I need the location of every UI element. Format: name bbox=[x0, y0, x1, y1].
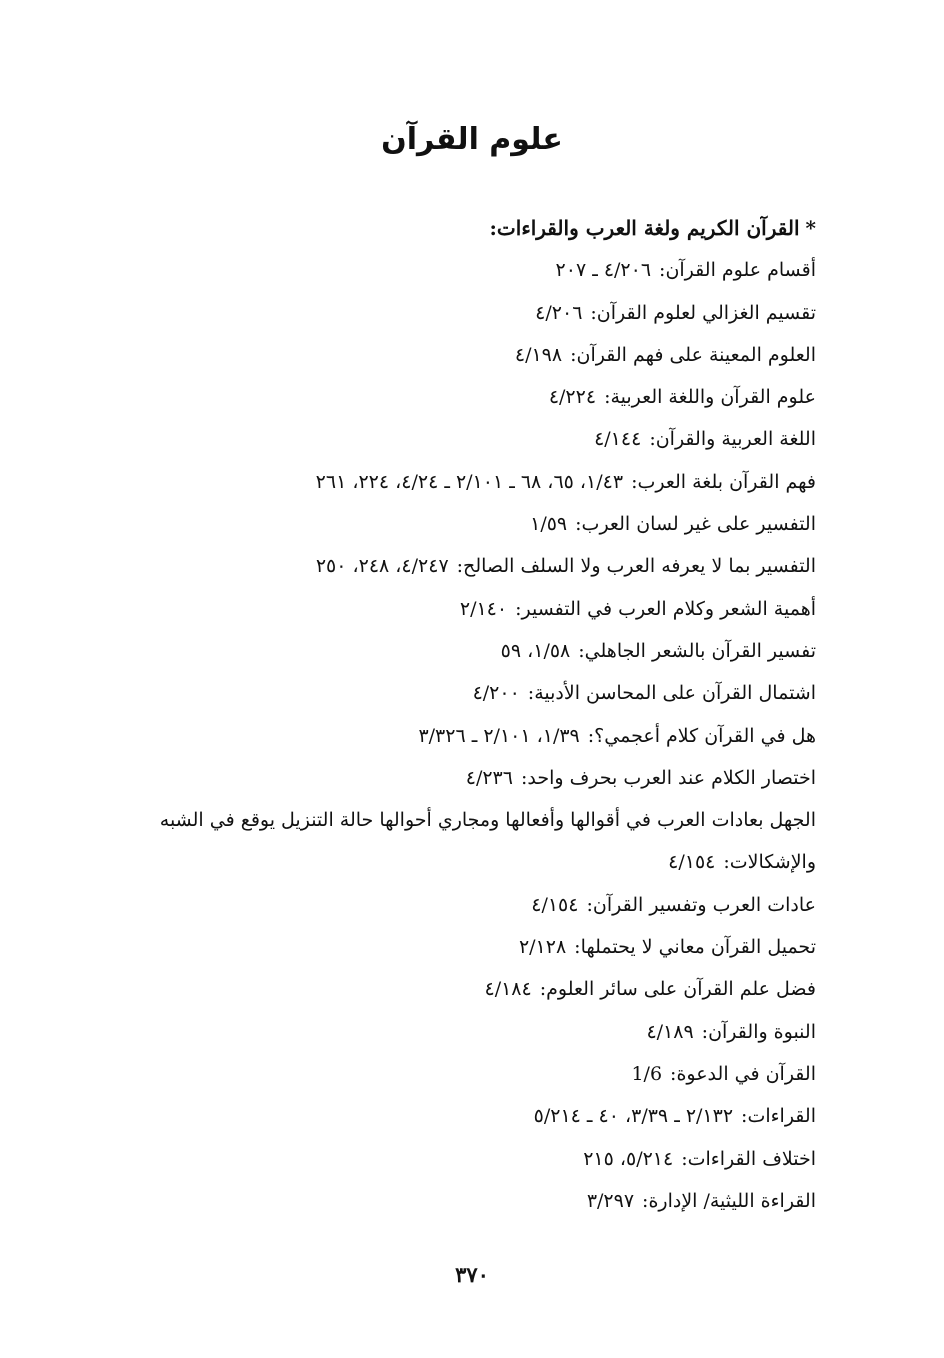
entry-refs: ١/٥٨، ٥٩ bbox=[500, 639, 571, 662]
index-entry bbox=[56, 588, 816, 630]
index-entry bbox=[56, 884, 816, 926]
bullet-icon: * bbox=[805, 216, 816, 240]
entry-refs: ١/٣٩، ٢/١٠١ ـ ٣/٣٢٦ bbox=[418, 724, 580, 747]
entry-topic: اختصار الكلام عند العرب بحرف واحد: bbox=[520, 766, 816, 789]
entry-refs: 1/6 bbox=[631, 1062, 663, 1085]
index-entry bbox=[56, 1011, 816, 1053]
index-entry bbox=[56, 757, 816, 799]
entry-refs: ٢/١٢٨ bbox=[518, 936, 567, 959]
entry-topic: فضل علم القرآن على سائر العلوم: bbox=[539, 978, 816, 1001]
entry-topic: النبوة والقرآن: bbox=[701, 1020, 816, 1043]
entry-topic: اللغة العربية والقرآن: bbox=[649, 428, 816, 451]
entry-topic: اختلاف القراءات: bbox=[681, 1147, 816, 1170]
index-entry bbox=[56, 1138, 816, 1180]
entry-refs: ٣/٢٩٧ bbox=[586, 1189, 635, 1212]
index-entry bbox=[56, 376, 816, 418]
entry-topic: فهم القرآن بلغة العرب: bbox=[631, 470, 816, 493]
index-entry bbox=[56, 292, 816, 334]
entry-topic: الجهل بعادات العرب في أقوالها وأفعالها ومجاري أحوالها حالة التنزيل يوقع في الشبه bbox=[159, 809, 816, 832]
index-entry bbox=[56, 1095, 816, 1137]
entry-refs: ٤/١٨٩ bbox=[646, 1020, 694, 1043]
entry-refs: ٤/١٥٤ bbox=[668, 851, 716, 874]
entry-topic: والإشكالات: bbox=[723, 851, 816, 874]
index-entry bbox=[56, 418, 816, 460]
index-entry bbox=[56, 968, 816, 1010]
entry-refs: ١/٤٣، ٦٥، ٦٨ ـ ٢/١٠١ ـ ٤/٢٤، ٢٢٤، ٢٦١ bbox=[315, 470, 624, 493]
entry-refs: ٤/٢٠٠ bbox=[472, 682, 520, 705]
entry-refs: ٥/٢١٤، ٢١٥ bbox=[583, 1147, 674, 1170]
index-entry bbox=[56, 545, 816, 587]
index-entry bbox=[56, 672, 816, 714]
entry-topic: التفسير على غير لسان العرب: bbox=[575, 513, 816, 536]
index-entry bbox=[56, 630, 816, 672]
index-entry bbox=[56, 841, 816, 883]
index-entry bbox=[56, 503, 816, 545]
entry-topic: تفسير القرآن بالشعر الجاهلي: bbox=[578, 639, 816, 662]
page-title: علوم القرآن bbox=[381, 122, 563, 157]
section-heading-text: القرآن الكريم ولغة العرب والقراءات: bbox=[489, 216, 800, 240]
index-entry bbox=[56, 1180, 816, 1222]
index-entry bbox=[56, 461, 816, 503]
entry-topic: تحميل القرآن معاني لا يحتملها: bbox=[574, 936, 816, 959]
entry-refs: ٤/٢٤٧، ٢٤٨، ٢٥٠ bbox=[315, 555, 449, 578]
entry-topic: عادات العرب وتفسير القرآن: bbox=[586, 893, 816, 916]
entry-topic: أقسام علوم القرآن: bbox=[659, 259, 816, 282]
entry-topic: اشتمال القرآن على المحاسن الأدبية: bbox=[527, 682, 816, 705]
entry-topic: القرآن في الدعوة: bbox=[670, 1062, 816, 1085]
entry-topic: العلوم المعينة على فهم القرآن: bbox=[570, 343, 816, 366]
entry-refs: ٤/٢٠٦ ـ ٢٠٧ bbox=[555, 259, 652, 282]
entry-topic: التفسير بما لا يعرفه العرب ولا السلف الصالح: bbox=[456, 555, 816, 578]
index-entry bbox=[56, 1053, 816, 1095]
entry-refs: ٤/٢٣٦ bbox=[465, 766, 513, 789]
entry-topic: القراءات: bbox=[741, 1105, 816, 1128]
entry-topic: علوم القرآن واللغة العربية: bbox=[604, 386, 816, 409]
index-entry bbox=[56, 334, 816, 376]
entry-refs: ٢/١٤٠ bbox=[459, 597, 508, 620]
entry-refs: ٤/١٤٤ bbox=[594, 428, 642, 451]
entry-refs: ٤/٢٠٦ bbox=[535, 301, 583, 324]
entry-refs: ٤/١٨٤ bbox=[484, 978, 532, 1001]
entry-topic: هل في القرآن كلام أعجمي؟: bbox=[587, 724, 816, 747]
entry-topic: القراءة الليثية/ الإدارة: bbox=[642, 1189, 816, 1212]
entry-refs: ٤/١٥٤ bbox=[531, 893, 579, 916]
page-number: ٣٧٠ bbox=[455, 1262, 489, 1287]
entry-topic: أهمية الشعر وكلام العرب في التفسير: bbox=[515, 597, 816, 620]
index-entry bbox=[56, 926, 816, 968]
entry-topic: تقسيم الغزالي لعلوم القرآن: bbox=[590, 301, 816, 324]
index-entry bbox=[56, 799, 816, 841]
entry-refs: ٤/٢٢٤ bbox=[548, 386, 597, 409]
section-heading bbox=[56, 207, 816, 249]
entry-refs: ٢/١٣٢ ـ ٣/٣٩، ٤٠ ـ ٥/٢١٤ bbox=[533, 1105, 734, 1128]
index-entry bbox=[56, 249, 816, 291]
index-entry bbox=[56, 715, 816, 757]
entry-refs: ٤/١٩٨ bbox=[514, 343, 563, 366]
entry-refs: ١/٥٩ bbox=[530, 513, 568, 536]
index-list bbox=[56, 207, 816, 1222]
